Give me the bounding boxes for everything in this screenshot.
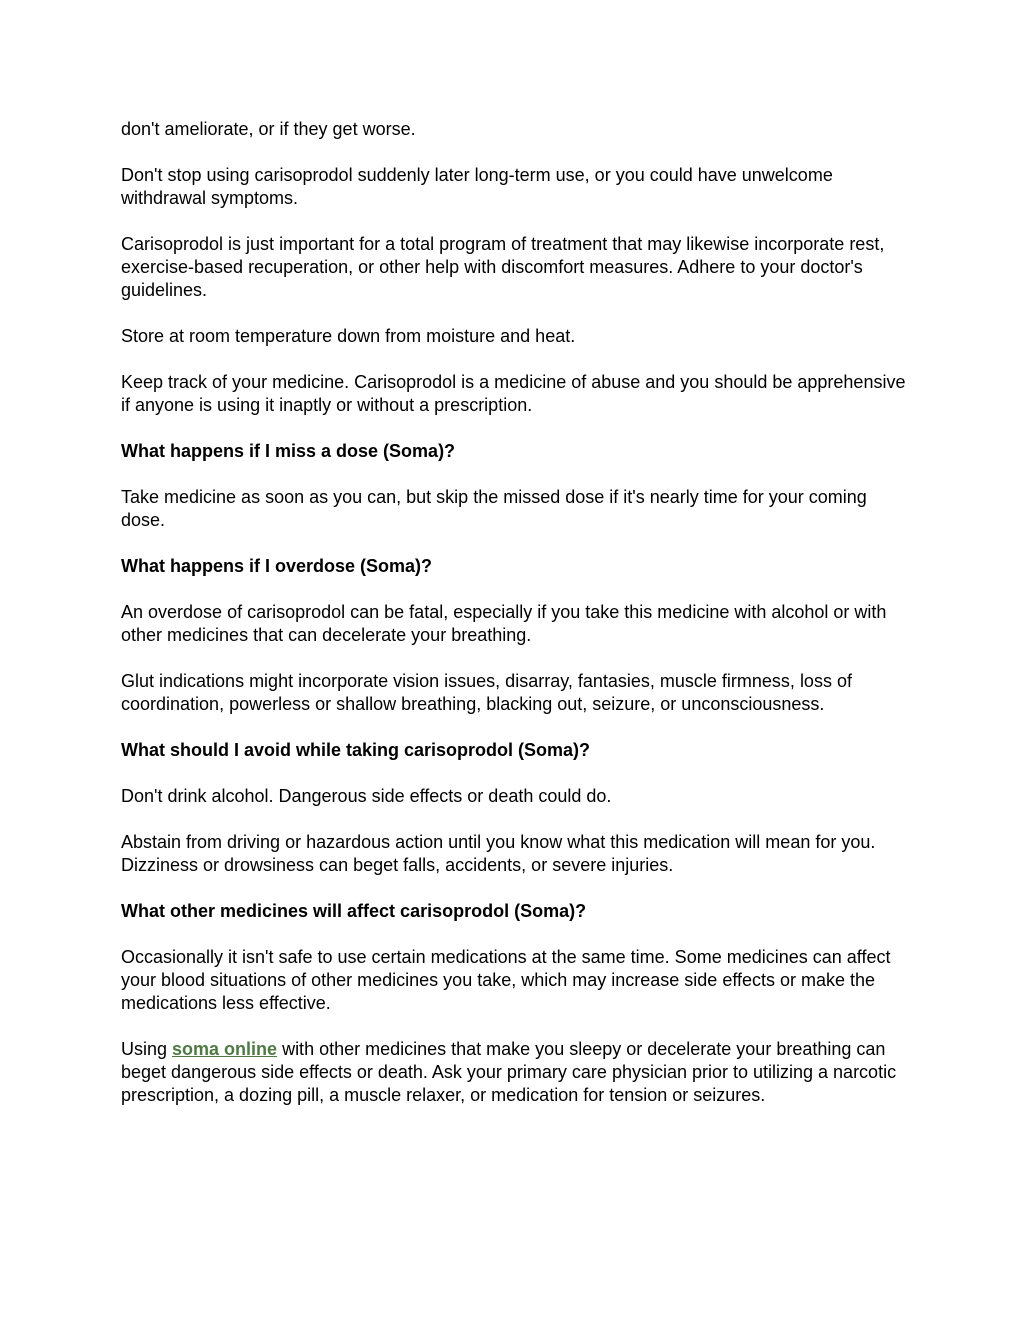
body-paragraph: Abstain from driving or hazardous action until you know what this medication will mean for you. Dizziness or drowsiness can beget falls, accidents, or severe injuries. — [121, 832, 876, 875]
body-paragraph: Store at room temperature down from moisture and heat. — [121, 326, 576, 346]
body-paragraph: don't ameliorate, or if they get worse. — [121, 119, 416, 139]
final-paragraph-rest: with other medicines that make you sleepy or decelerate your breathing can beget dangerous side effects or death. Ask your primary care physician prior to utilizing a narcotic prescription, a dozing pill, a muscle relaxer, or medication for tension or seizures. — [121, 1039, 897, 1105]
body-paragraph: Occasionally it isn't safe to use certain medications at the same time. Some medicines can affect your blood situations of other medicines you take, which may increase side effects or make the medications less effective. — [121, 947, 891, 1013]
final-paragraph — [121, 1038, 911, 1107]
section-heading: What should I avoid while taking carisoprodol (Soma)? — [121, 740, 591, 760]
section-heading: What happens if I miss a dose (Soma)? — [121, 441, 456, 461]
section-heading: What happens if I overdose (Soma)? — [121, 556, 433, 576]
document-page — [121, 118, 911, 1130]
section-heading: What other medicines will affect carisoprodol (Soma)? — [121, 901, 587, 921]
soma-online-link[interactable]: soma online — [172, 1039, 278, 1059]
final-paragraph-lead: Using — [121, 1039, 173, 1059]
body-paragraph: Glut indications might incorporate vision issues, disarray, fantasies, muscle firmness, loss of coordination, powerless or shallow breathing, blacking out, seizure, or unconsciousness. — [121, 671, 852, 714]
body-paragraph: Carisoprodol is just important for a total program of treatment that may likewise incorporate rest, exercise-based recuperation, or other help with discomfort measures. Adhere to your doctor's guidelines. — [121, 234, 885, 300]
body-paragraph: Take medicine as soon as you can, but skip the missed dose if it's nearly time for your coming dose. — [121, 487, 867, 530]
body-paragraph: Don't drink alcohol. Dangerous side effects or death could do. — [121, 786, 612, 806]
body-paragraph: An overdose of carisoprodol can be fatal, especially if you take this medicine with alcohol or with other medicines that can decelerate your breathing. — [121, 602, 887, 645]
body-paragraph: Keep track of your medicine. Carisoprodol is a medicine of abuse and you should be apprehensive if anyone is using it inaptly or without a prescription. — [121, 372, 906, 415]
body-paragraph: Don't stop using carisoprodol suddenly later long-term use, or you could have unwelcome withdrawal symptoms. — [121, 165, 833, 208]
